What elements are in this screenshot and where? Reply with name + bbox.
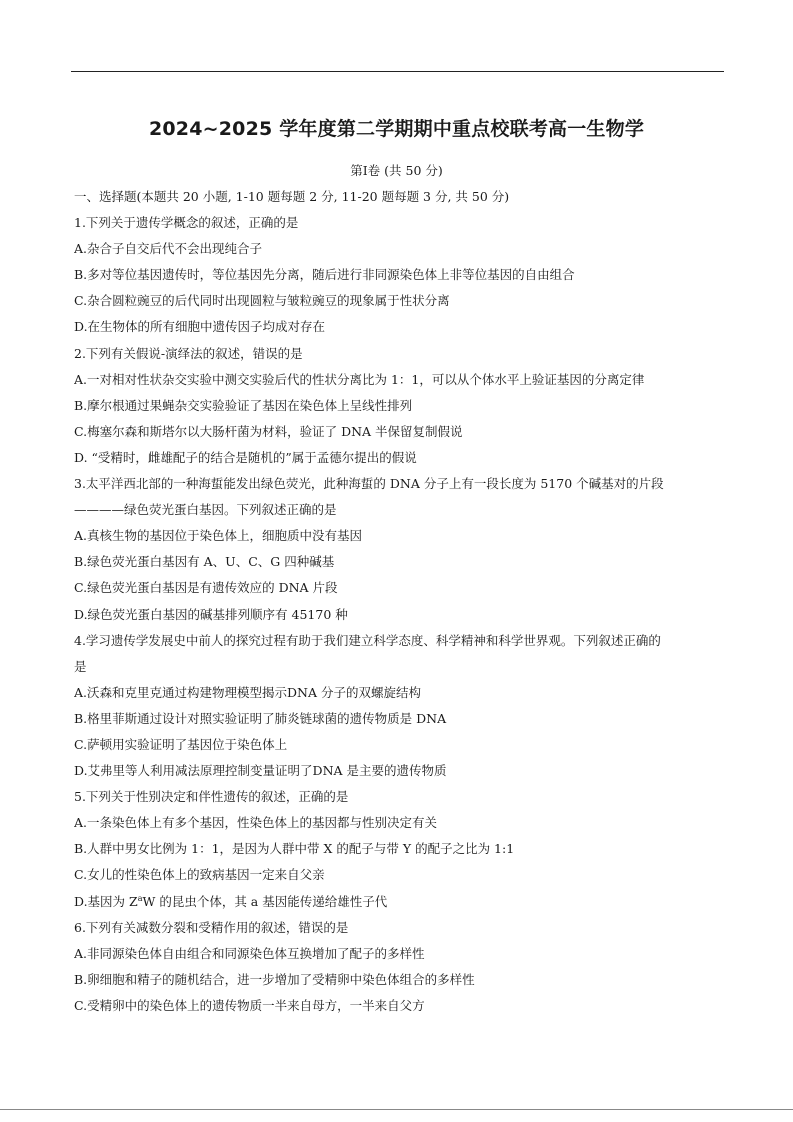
question-5-option-d-rest: W 的昆虫个体，其 a 基因能传递给雄性子代 — [142, 893, 388, 909]
question-6-stem: 6.下列有关减数分裂和受精作用的叙述，错误的是 — [74, 919, 349, 935]
question-4-stem-cont: 是 — [74, 658, 87, 674]
question-2-option-d: D. “受精时，雌雄配子的结合是随机的”属于孟德尔提出的假说 — [74, 449, 417, 465]
question-5-option-d — [74, 889, 726, 915]
question-4-option-c: C.萨顿用实验证明了基因位于染色体上 — [74, 736, 288, 752]
page-title: 2024~2025 学年度第二学期期中重点校联考高一生物学 — [148, 118, 645, 140]
question-3-option-c: C.绿色荧光蛋白基因是有遗传效应的 DNA 片段 — [74, 580, 338, 596]
question-2-option-a: A.一对相对性状杂交实验中测交实验后代的性状分离比为 1：1，可以从个体水平上验证基因的分离定律 — [74, 371, 645, 387]
section-title: 第Ⅰ卷 (共 50 分) — [350, 163, 443, 178]
question-6-option-c: C.受精卵中的染色体上的遗传物质一半来自母方，一半来自父方 — [74, 997, 425, 1013]
question-1-option-a: A.杂合子自交后代不会出现纯合子 — [74, 241, 263, 257]
question-4-option-a: A.沃森和克里克通过构建物理模型揭示DNA 分子的双螺旋结构 — [74, 684, 421, 700]
question-1-option-d: D.在生物体的所有细胞中遗传因子均成对存在 — [74, 319, 326, 335]
question-3-option-a: A.真核生物的基因位于染色体上，细胞质中没有基因 — [74, 528, 363, 544]
question-4-stem: 4.学习遗传学发展史中前人的探究过程有助于我们建立科学态度、科学精神和科学世界观。下列叙述正确的 — [74, 632, 661, 648]
question-6-option-a: A.非同源染色体自由组合和同源染色体互换增加了配子的多样性 — [74, 945, 425, 961]
question-3-option-b: B.绿色荧光蛋白基因有 A、U、C、G 四种碱基 — [74, 554, 335, 570]
question-1-stem: 1.下列关于遗传学概念的叙述，正确的是 — [74, 215, 299, 231]
question-1-option-b: B.多对等位基因遗传时，等位基因先分离，随后进行非同源染色体上非等位基因的自由组合 — [74, 267, 575, 283]
question-5-option-d-prefix: D.基因为 Z — [74, 893, 138, 909]
question-4-option-d: D.艾弗里等人利用减法原理控制变量证明了DNA 是主要的遗传物质 — [74, 763, 447, 779]
question-3-stem-cont: ————绿色荧光蛋白基因。下列叙述正确的是 — [74, 502, 337, 518]
question-6-option-b: B.卵细胞和精子的随机结合，进一步增加了受精卵中染色体组合的多样性 — [74, 971, 475, 987]
question-2-option-b: B.摩尔根通过果蝇杂交实验验证了基因在染色体上呈线性排列 — [74, 397, 413, 413]
question-5-stem: 5.下列关于性别决定和伴性遗传的叙述，正确的是 — [74, 789, 349, 805]
question-1-option-c: C.杂合圆粒豌豆的后代同时出现圆粒与皱粒豌豆的现象属于性状分离 — [74, 293, 450, 309]
question-5-option-b: B.人群中男女比例为 1：1，是因为人群中带 X 的配子与带 Y 的配子之比为 1:1 — [74, 841, 515, 857]
question-3-option-d: D.绿色荧光蛋白基因的碱基排列顺序有 45170 种 — [74, 606, 348, 622]
footer-rule — [0, 1109, 793, 1110]
header-rule — [71, 71, 724, 72]
question-4-option-b: B.格里菲斯通过设计对照实验证明了肺炎链球菌的遗传物质是 DNA — [74, 710, 447, 726]
question-5-option-a: A.一条染色体上有多个基因，性染色体上的基因都与性别决定有关 — [74, 815, 438, 831]
question-2-stem: 2.下列有关假说-演绎法的叙述，错误的是 — [74, 345, 303, 361]
question-5-option-c: C.女儿的性染色体上的致病基因一定来自父亲 — [74, 867, 325, 883]
question-3-stem: 3.太平洋西北部的一种海蜇能发出绿色荧光，此种海蜇的 DNA 分子上有一段长度为 5170 个碱基对的片段 — [74, 476, 664, 492]
allele-superscript: a — [137, 893, 143, 903]
section-instructions: 一、选择题(本题共 20 小题, 1-10 题每题 2 分, 11-20 题每题 3 分, 共 50 分) — [74, 189, 510, 204]
question-2-option-c: C.梅塞尔森和斯塔尔以大肠杆菌为材料，验证了 DNA 半保留复制假说 — [74, 423, 463, 439]
question-body — [74, 184, 726, 1019]
